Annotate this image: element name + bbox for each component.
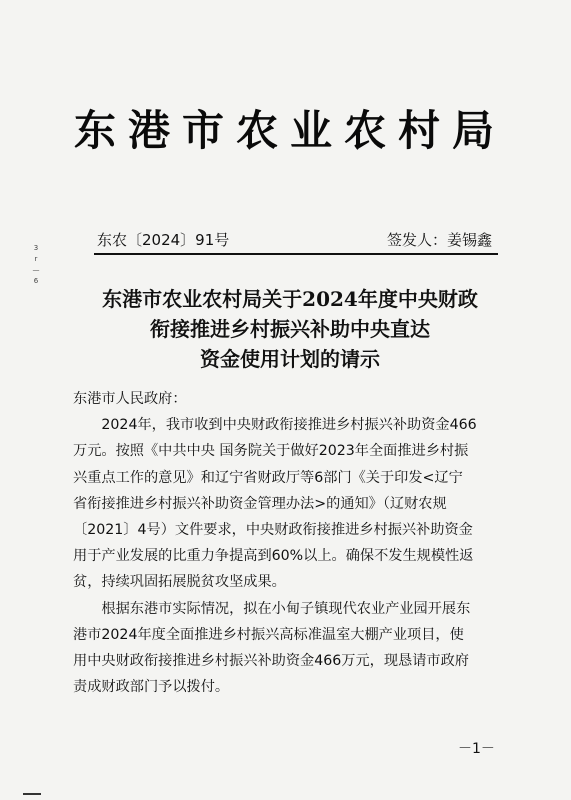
paragraph-2 <box>73 596 513 701</box>
text-line: 〔2021〕4号）文件要求，中央财政衔接推进乡村振兴补助资金 <box>73 522 473 539</box>
title-line: 资金使用计划的请示 <box>200 347 380 371</box>
text-line: 根据东港市实际情况，拟在小甸子镇现代农业产业园开展东 <box>73 600 471 617</box>
document-title <box>70 284 510 374</box>
text-line: 用于产业发展的比重力争提高到60%以上。确保不发生规模性返 <box>73 548 474 565</box>
doc-number: 东农〔2024〕91号 <box>97 231 230 249</box>
text-line: 省衔接推进乡村振兴补助资金管理办法>的通知》（辽财农规 <box>73 495 447 512</box>
text-line: 贫，持续巩固拓展脱贫攻坚成果。 <box>73 574 286 591</box>
title-line: 东港市农业农村局关于2024年度中央财政 <box>102 287 478 311</box>
text-line: 港市2024年度全面推进乡村振兴高标准温室大棚产业项目，使 <box>73 626 464 643</box>
text-line: 责成财政部门予以拨付。 <box>73 679 230 696</box>
signer: 签发人：姜锡鑫 <box>386 231 492 249</box>
text-line: 万元。按照《中共中央 国务院关于做好2023年全面推进乡村振 <box>73 443 469 460</box>
text-line: 兴重点工作的意见》和辽宁省财政厅等6部门《关于印发<辽宁 <box>73 469 463 486</box>
text-line: 2024年，我市收到中央财政衔接推进乡村振兴补助资金466 <box>73 417 477 434</box>
org-header: 东港市农业农村局 <box>73 106 506 155</box>
title-line: 衔接推进乡村振兴补助中央直达 <box>150 317 430 341</box>
document-body <box>73 386 513 700</box>
margin-mark: 3 r — 6 <box>32 244 40 285</box>
header-rule <box>94 253 498 255</box>
corner-mark <box>23 793 41 795</box>
addressee: 东港市人民政府： <box>73 391 187 407</box>
text-line: 用中央财政衔接推进乡村振兴补助资金466万元，现恳请市政府 <box>73 653 469 670</box>
paragraph-1 <box>73 412 513 595</box>
page-number: －1－ <box>458 741 495 757</box>
